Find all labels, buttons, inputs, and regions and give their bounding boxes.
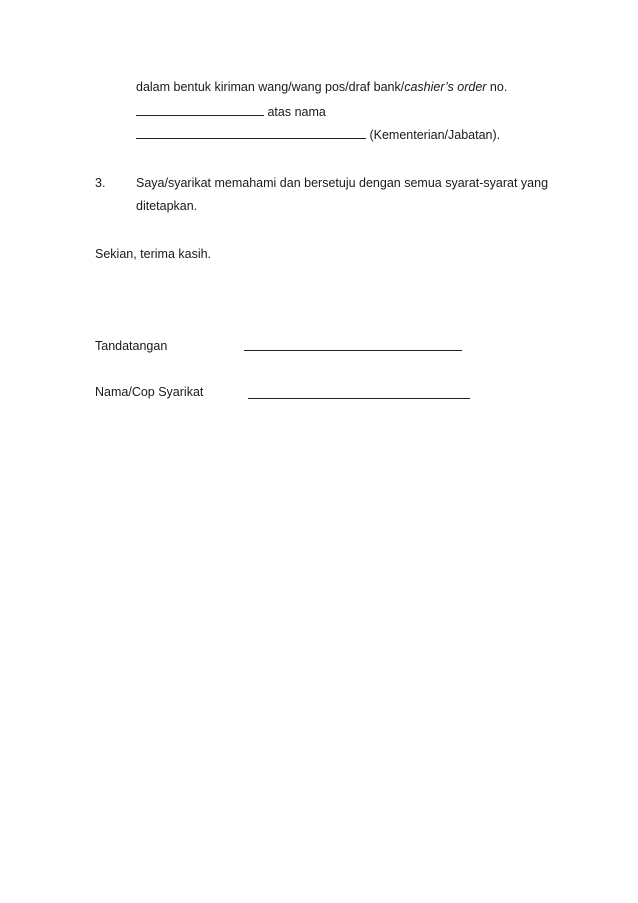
payment-method-text: dalam bentuk kiriman wang/wang pos/draf bank/ bbox=[136, 80, 405, 94]
payment-line-2 bbox=[136, 103, 326, 120]
payment-line-1 bbox=[136, 79, 507, 95]
clause-3-number: 3. bbox=[95, 176, 106, 190]
signature-line[interactable] bbox=[244, 350, 462, 351]
payment-number-blank[interactable] bbox=[136, 103, 264, 116]
ministry-name-blank[interactable] bbox=[136, 126, 366, 139]
closing-text: Sekian, terima kasih. bbox=[95, 247, 212, 261]
name-stamp-line[interactable] bbox=[248, 398, 470, 399]
on-behalf-label: atas nama bbox=[267, 105, 326, 119]
ministry-label: (Kementerian/Jabatan). bbox=[369, 128, 501, 142]
payment-number-label: no. bbox=[486, 80, 508, 94]
name-stamp-label: Nama/Cop Syarikat bbox=[95, 385, 204, 399]
signature-label: Tandatangan bbox=[95, 339, 168, 353]
cashiers-order-text: cashier’s order bbox=[404, 80, 487, 94]
clause-3-line-2: ditetapkan. bbox=[136, 199, 198, 213]
clause-3-line-1: Saya/syarikat memahami dan bersetuju dengan semua syarat-syarat yang bbox=[136, 176, 549, 190]
payment-line-3 bbox=[136, 126, 500, 143]
